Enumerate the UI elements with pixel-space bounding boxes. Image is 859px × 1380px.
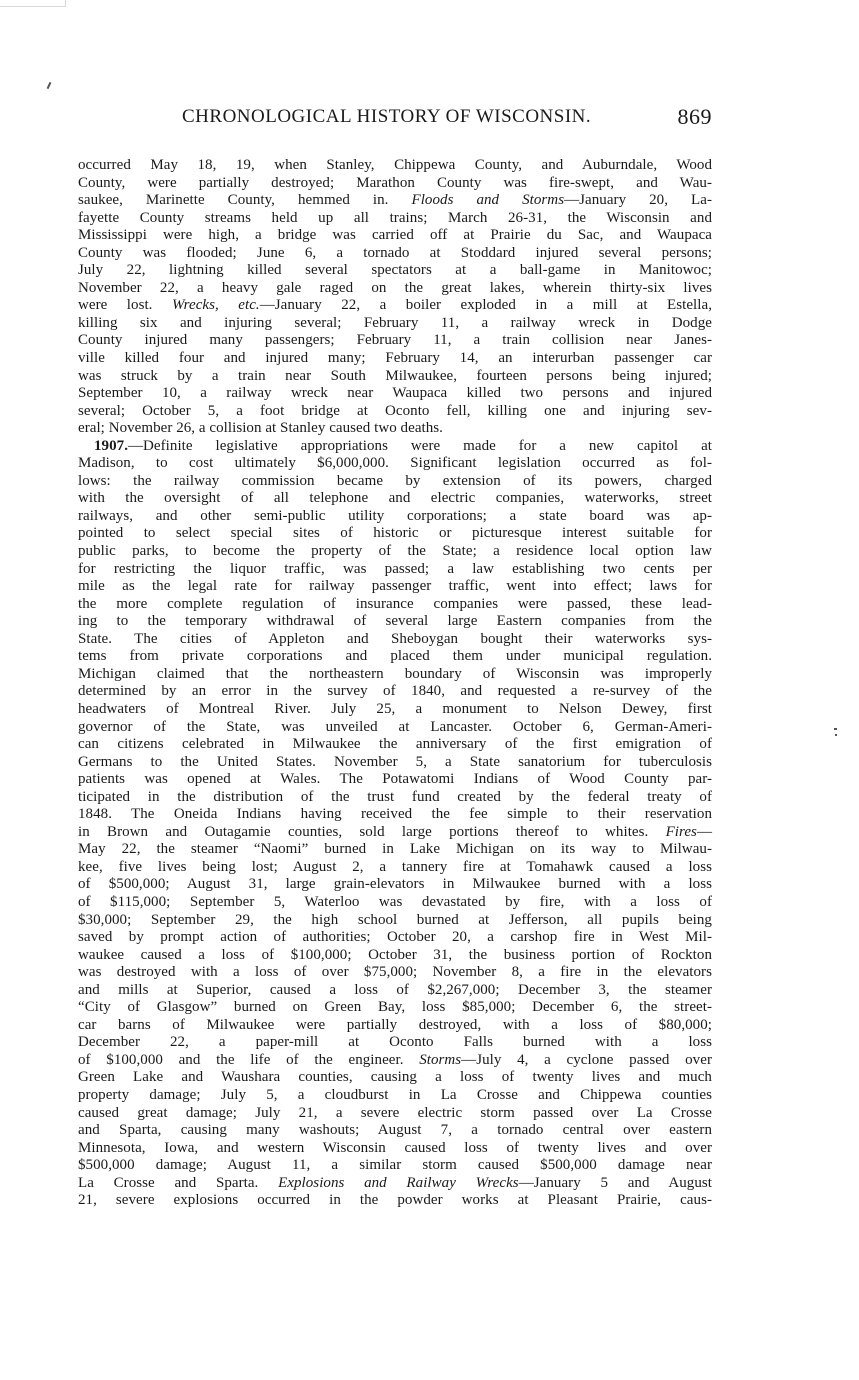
text-line: was struck by a train near South Milwaukee, fourteen persons being injured; [78, 367, 712, 384]
text-line: September 10, a railway wreck near Waupaca killed two persons and injured [78, 385, 712, 402]
text-line: governor of the State, was unveiled at Lancaster. October 6, German-Ameri- [78, 718, 712, 735]
text-line: May 22, the steamer “Naomi” burned in Lake Michigan on its way to Milwau- [78, 841, 712, 858]
text-line: Michigan claimed that the northeastern boundary of Wisconsin was improperly [78, 665, 712, 682]
text-line: tems from private corporations and placed them under municipal regulation. [78, 648, 712, 665]
text-line: eral; November 26, a collision at Stanley caused two deaths. [78, 420, 443, 437]
text-line: July 22, lightning killed several spectators at a ball-game in Manitowoc; [78, 262, 712, 279]
body-text [78, 157, 712, 1210]
text-line: $30,000; September 29, the high school burned at Jefferson, all pupils being [78, 911, 712, 928]
text-line: December 22, a paper-mill at Oconto Falls burned with a loss [78, 1034, 712, 1051]
text-line: headwaters of Montreal River. July 25, a monument to Nelson Dewey, first [78, 700, 712, 717]
text-line: mile as the legal rate for railway passenger traffic, went into effect; laws for [78, 578, 712, 595]
text-line: several; October 5, a foot bridge at Oconto fell, killing one and injuring sev- [78, 402, 712, 419]
text-line: $500,000 damage; August 11, a similar storm caused $500,000 damage near [78, 1157, 712, 1174]
text-line: occurred May 18, 19, when Stanley, Chippewa County, and Auburndale, Wood [78, 157, 712, 173]
text-line: of $500,000; August 31, large grain-elevators in Milwaukee burned with a loss [78, 876, 712, 893]
page-header [78, 104, 712, 134]
text-line: for restricting the liquor traffic, was passed; a law establishing two cents per [78, 560, 712, 577]
page-number: 869 [677, 104, 712, 129]
text-line: saved by prompt action of authorities; October 20, a carshop fire in West Mil- [78, 929, 712, 946]
text-line: La Crosse and Sparta. Explosions and Railway Wrecks—January 5 and August [78, 1174, 712, 1191]
text-line: with the oversight of all telephone and electric companies, waterworks, street [78, 490, 712, 507]
text-line: killing six and injuring several; February 11, a railway wreck in Dodge [78, 314, 712, 331]
text-line: ing to the temporary withdrawal of several large Eastern companies from the [78, 613, 712, 630]
text-line: County was flooded; June 6, a tornado at Stoddard injured several persons; [78, 244, 712, 261]
text-line: patients was opened at Wales. The Potawatomi Indians of Wood County par- [78, 771, 712, 788]
text-line: kee, five lives being lost; August 2, a tannery fire at Tomahawk caused a loss [78, 858, 712, 875]
ink-speck [834, 728, 837, 730]
text-line: property damage; July 5, a cloudburst in La Crosse and Chippewa counties [78, 1086, 712, 1103]
text-line: caused great damage; July 21, a severe electric storm passed over La Crosse [78, 1104, 712, 1121]
text-line: and Sparta, causing many washouts; August 7, a tornado central over eastern [78, 1122, 712, 1139]
text-line: ticipated in the distribution of the trust fund created by the federal treaty of [78, 788, 712, 805]
text-line: pointed to select special sites of historic or picturesque interest suitable for [78, 525, 712, 542]
text-line: car barns of Milwaukee were partially destroyed, with a loss of $80,000; [78, 1016, 712, 1033]
text-line: Mississippi were high, a bridge was carried off at Prairie du Sac, and Waupaca [78, 227, 712, 244]
text-line: in Brown and Outagamie counties, sold large portions thereof to whites. Fires— [78, 823, 712, 840]
text-line: waukee caused a loss of $100,000; October 31, the business portion of Rockton [78, 946, 712, 963]
text-line: County, were partially destroyed; Marathon County was fire-swept, and Wau- [78, 174, 712, 191]
text-line: “City of Glasgow” burned on Green Bay, loss $85,000; December 6, the street- [78, 999, 712, 1016]
text-line: determined by an error in the survey of 1840, and requested a re-survey of the [78, 683, 712, 700]
text-line: November 22, a heavy gale raged on the great lakes, wherein thirty-six lives [78, 279, 712, 296]
text-line: of $100,000 and the life of the engineer. Storms—July 4, a cyclone passed over [78, 1051, 712, 1068]
ink-speck [47, 82, 52, 89]
text-line: 21, severe explosions occurred in the powder works at Pleasant Prairie, caus- [78, 1192, 712, 1209]
text-line: railways, and other semi-public utility corporations; a state board was ap- [78, 507, 712, 524]
text-line: 1907.—Definite legislative appropriations were made for a new capitol at [94, 437, 712, 454]
text-line: Green Lake and Waushara counties, causing a loss of twenty lives and much [78, 1069, 712, 1086]
text-line: was destroyed with a loss of over $75,000; November 8, a fire in the elevators [78, 964, 712, 981]
text-line: saukee, Marinette County, hemmed in. Floods and Storms—January 20, La- [78, 192, 712, 209]
text-line: 1848. The Oneida Indians having received the fee simple to their reservation [78, 806, 712, 823]
text-line: Germans to the United States. November 5, a State sanatorium for tuberculosis [78, 753, 712, 770]
text-line: Minnesota, Iowa, and western Wisconsin caused loss of twenty lives and over [78, 1139, 712, 1156]
text-line: can citizens celebrated in Milwaukee the anniversary of the first emigration of [78, 736, 712, 753]
text-line: State. The cities of Appleton and Sheboygan bought their waterworks sys- [78, 630, 712, 647]
text-line: the more complete regulation of insurance companies were passed, these lead- [78, 595, 712, 612]
ink-speck [835, 734, 837, 736]
text-line: fayette County streams held up all trains; March 26-31, the Wisconsin and [78, 209, 712, 226]
scan-edge-mark [0, 0, 66, 7]
text-line: of $115,000; September 5, Waterloo was devastated by fire, with a loss of [78, 893, 712, 910]
text-line: public parks, to become the property of the State; a residence local option law [78, 543, 712, 560]
text-line: ville killed four and injured many; February 14, an interurban passenger car [78, 350, 712, 367]
text-line: were lost. Wrecks, etc.—January 22, a boiler exploded in a mill at Estella, [78, 297, 712, 314]
running-title: CHRONOLOGICAL HISTORY OF WISCONSIN. [182, 106, 592, 127]
text-line: lows: the railway commission became by extension of its powers, charged [78, 472, 712, 489]
text-line: County injured many passengers; February 11, a train collision near Janes- [78, 332, 712, 349]
text-line: and mills at Superior, caused a loss of $2,267,000; December 3, the steamer [78, 981, 712, 998]
text-line: Madison, to cost ultimately $6,000,000. Significant legislation occurred as fol- [78, 455, 712, 472]
